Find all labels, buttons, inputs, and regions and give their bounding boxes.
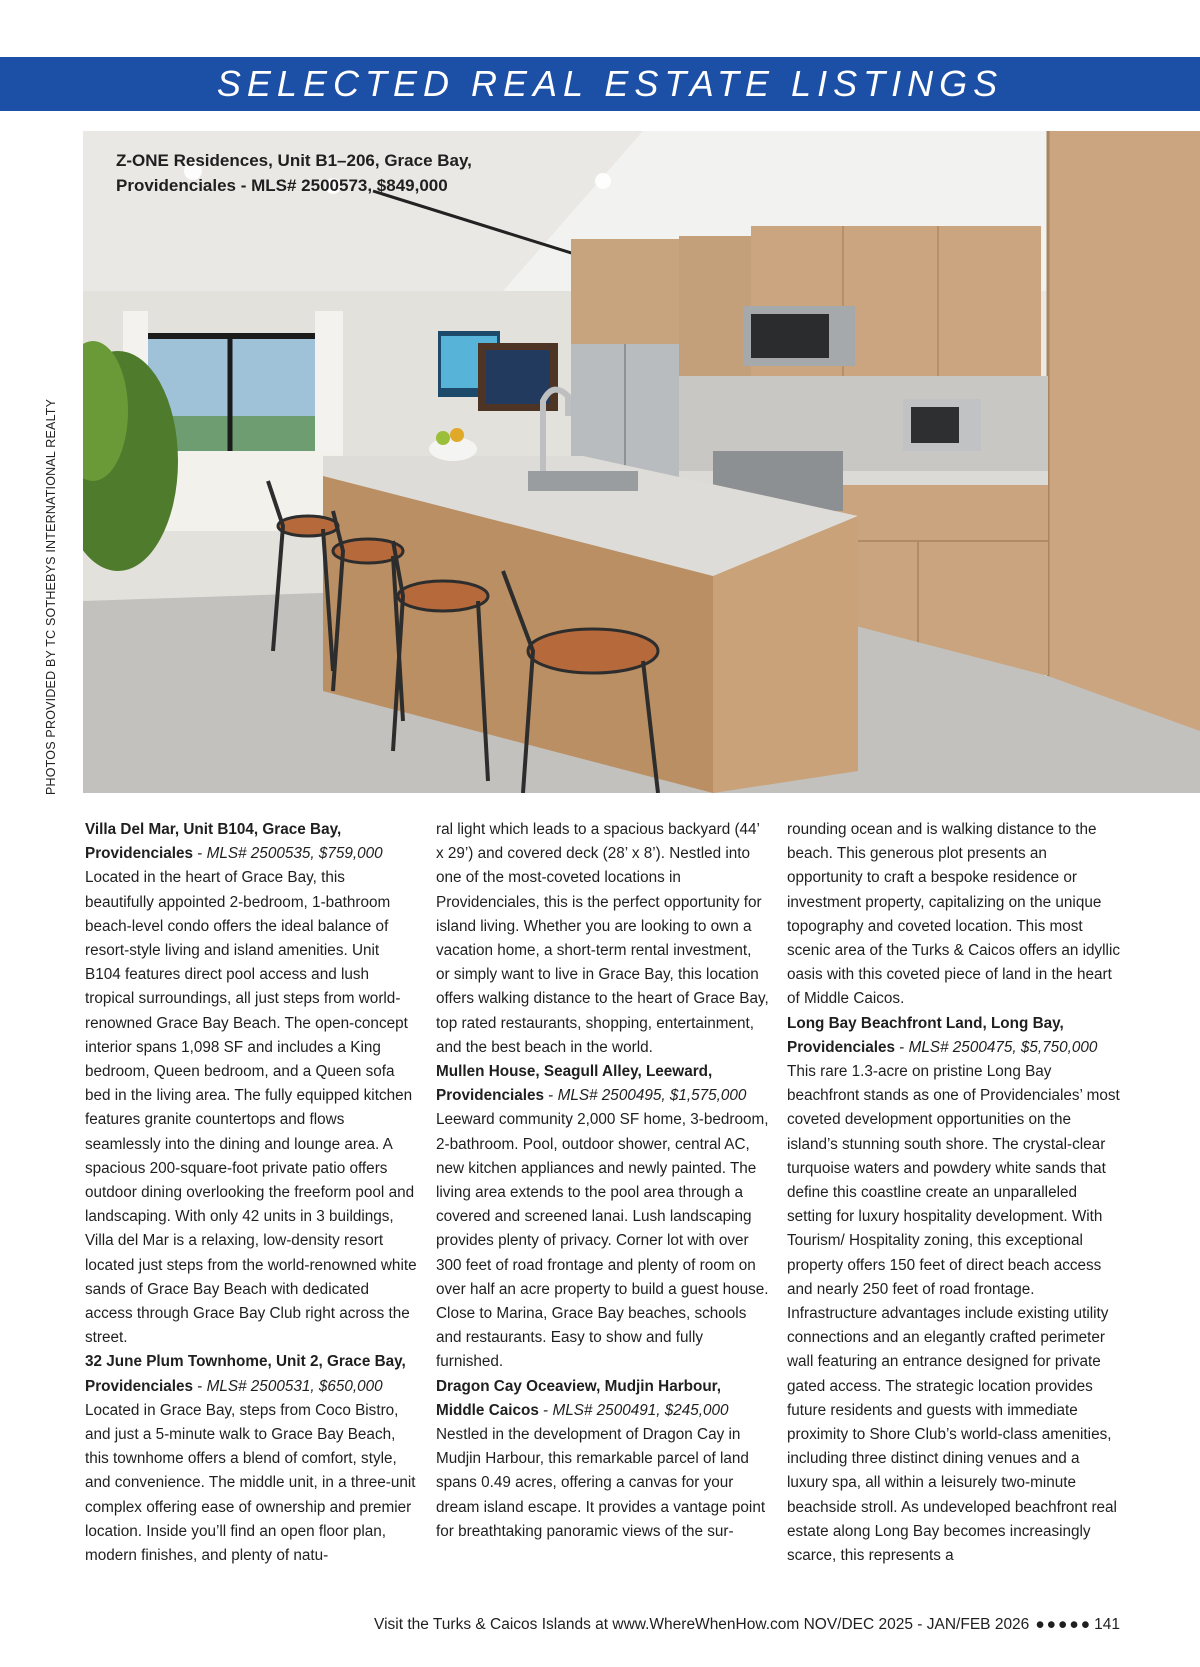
section-banner	[0, 57, 1200, 111]
page-number: 141	[1094, 1616, 1120, 1633]
listing-photo	[83, 131, 1200, 793]
column-3	[787, 818, 1120, 1578]
listing-description-continued: rounding ocean and is walking distance to the beach. This generous plot presents an opportunity to craft a bespoke residence or investment property, capitalizing on the unique topography and coveted location. This most scenic area of the Turks & Caicos offers an idyllic oasis with this coveted piece of land in the heart of Middle Caicos.	[787, 821, 1120, 1008]
listing-title: Dragon Cay Oceaview, Mudjin Harbour, Middle Caicos	[436, 1377, 722, 1419]
section-title: SELECTED REAL ESTATE LISTINGS	[216, 63, 1004, 104]
listing-mullen-house: Mullen House, Seagull Alley, Leeward, Providenciales - MLS# 2500495, $1,575,000	[436, 1063, 747, 1105]
listing-title: Long Bay Beachfront Land, Long Bay, Providenciales	[787, 1014, 1064, 1056]
listing-mls-price: MLS# 2500491, $245,000	[552, 1401, 729, 1419]
column-1	[85, 818, 418, 1578]
listing-description: This rare 1.3-acre on pristine Long Bay beachfront stands as one of Providenciales’ most coveted development opportunities on the island’s stunning south shore. The crystal-clear turquoise waters and powdery white sands that define this coastline create an unparalleled setting for luxury hospitality development. With Tourism/ Hospitality zoning, this exceptional property offers 150 feet of direct beach access and nearly 250 feet of road frontage. Infrastructure advantages include existing utility connections and an elegantly crafted perimeter wall featuring an entrance designed for private gated access. The strategic location provides future residents and guests with immediate proximity to Shore Club’s world-class amenities, including three distinct dining venues and a luxury spa, all within a leisurely two-minute beachside stroll. As undeveloped beachfront real estate along Long Bay becomes increasingly scarce, this represents a	[787, 1063, 1120, 1565]
photo-caption-line2: Providenciales - MLS# 2500573, $849,000	[116, 176, 448, 195]
listing-mls-price: MLS# 2500531, $650,000	[206, 1377, 383, 1395]
page-footer	[374, 1616, 1120, 1634]
listing-description: Nestled in the development of Dragon Cay in Mudjin Harbour, this remarkable parcel of land spans 0.49 acres, offering a canvas for your dream island escape. It provides a vantage point for breathtaking panoramic views of the sur-	[436, 1426, 766, 1540]
listing-mls-price: MLS# 2500495, $1,575,000	[557, 1087, 747, 1105]
listing-title: Villa Del Mar, Unit B104, Grace Bay, Providenciales	[85, 821, 342, 863]
listings-columns	[85, 818, 1120, 1578]
listing-long-bay: Long Bay Beachfront Land, Long Bay, Providenciales - MLS# 2500475, $5,750,000	[787, 1014, 1098, 1056]
kitchen-photo-illustration	[83, 131, 1200, 793]
listing-description: Located in the heart of Grace Bay, this beautifully appointed 2-bedroom, 1-bathroom beach-level condo offers the ideal balance of resort-style living and island amenities. Unit B104 features direct pool access and lush tropical surroundings, all just steps from world-renowned Grace Bay Beach. The open-concept interior spans 1,098 SF and includes a King bedroom, Queen bedroom, and a Queen sofa bed in the living area. The fully equipped kitchen features granite countertops and flows seamlessly into the dining and lounge area. A spacious 200-square-foot private patio offers outdoor dining overlooking the freeform pool and landscaping. With only 42 units in 3 buildings, Villa del Mar is a relaxing, low-density resort located just steps from the world-renowned white sands of Grace Bay Beach with dedicated access through Grace Bay Club right across the street.	[85, 869, 417, 1347]
listing-villa-del-mar: Villa Del Mar, Unit B104, Grace Bay, Providenciales - MLS# 2500535, $759,000	[85, 821, 383, 863]
listing-description-continued: ral light which leads to a spacious backyard (44’ x 29’) and covered deck (28’ x 8’). Nestled into one of the most-coveted locations in Providenciales, this is the perfect opportunity for island living. Whether you are looking to own a vacation home, a short-term rental investment, or simply want to live in Grace Bay, this location offers walking distance to the heart of Grace Bay, top rated restaurants, shopping, entertainment, and the best beach in the world.	[436, 821, 769, 1056]
footer-text: Visit the Turks & Caicos Islands at www.WhereWhenHow.com NOV/DEC 2025 - JAN/FEB 2026	[374, 1616, 1030, 1633]
column-2	[436, 818, 769, 1578]
listing-title: Mullen House, Seagull Alley, Leeward, Providenciales	[436, 1063, 713, 1105]
photo-caption-line1: Z-ONE Residences, Unit B1–206, Grace Bay,	[116, 151, 472, 170]
listing-dragon-cay: Dragon Cay Oceaview, Mudjin Harbour, Middle Caicos - MLS# 2500491, $245,000	[436, 1377, 729, 1419]
listing-june-plum: 32 June Plum Townhome, Unit 2, Grace Bay, Providenciales - MLS# 2500531, $650,000	[85, 1353, 406, 1395]
photo-caption	[116, 148, 536, 198]
listing-mls-price: MLS# 2500475, $5,750,000	[908, 1038, 1098, 1056]
listing-title: 32 June Plum Townhome, Unit 2, Grace Bay, Providenciales	[85, 1353, 406, 1395]
listing-description: Located in Grace Bay, steps from Coco Bistro, and just a 5-minute walk to Grace Bay Beach, this townhome offers a blend of comfort, style, and convenience. The middle unit, in a three-unit complex offering ease of ownership and premier location. Inside you’ll find an open floor plan, modern finishes, and plenty of natu-	[85, 1401, 416, 1565]
listing-mls-price: MLS# 2500535, $759,000	[206, 845, 383, 863]
listing-description: Leeward community 2,000 SF home, 3-bedroom, 2-bathroom. Pool, outdoor shower, central AC, new kitchen appliances and newly painted. The living area extends to the pool area through a covered and screened lanai. Lush landscaping provides plenty of privacy. Corner lot with over 300 feet of road frontage and plenty of room on over half an acre property to build a guest house. Close to Marina, Grace Bay beaches, schools and restaurants. Easy to show and fully furnished.	[436, 1111, 769, 1371]
footer-dots: ●●●●●	[1035, 1616, 1093, 1633]
photo-credit: PHOTOS PROVIDED BY TC SOTHEBYS INTERNATIONAL REALTY	[44, 398, 58, 795]
